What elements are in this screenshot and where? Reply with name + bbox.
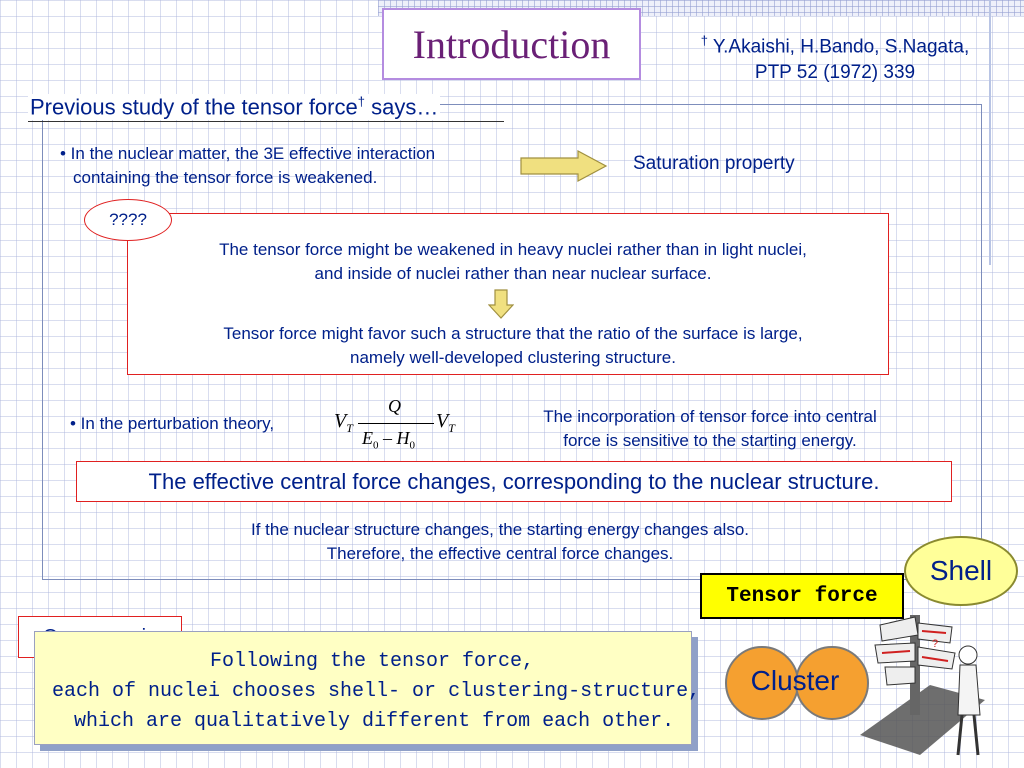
section-title-text: Previous study of the tensor force [30, 94, 358, 120]
tensor-force-label: Tensor force [726, 584, 878, 608]
reference-authors: Y.Akaishi, H.Bando, S.Nagata, [707, 36, 970, 58]
reference-line-2: PTP 52 (1972) 339 [754, 62, 916, 84]
perturbation-formula [330, 396, 465, 454]
svg-text:?: ? [932, 638, 939, 650]
formula-right-v: $V_T$ [436, 410, 455, 435]
incorporation-line-2: force is sensitive to the starting energy. [563, 431, 857, 450]
reference-mark: † [700, 33, 708, 48]
weakened-line-1: The tensor force might be weakened in heavy nuclei rather than in light nuclei, [219, 240, 807, 259]
weakened-line-2: and inside of nuclei rather than near nuclear surface. [314, 264, 712, 283]
section-title [28, 94, 440, 120]
down-arrow-icon [488, 289, 514, 319]
shell-oval [904, 536, 1018, 606]
bullet-nuclear-matter [60, 142, 520, 190]
question-marks: ???? [109, 210, 147, 229]
bullet-nuclear-matter-line-1: • In the nuclear matter, the 3E effective interaction [60, 144, 436, 163]
formula-numerator: Q [388, 396, 401, 416]
formula-denominator: $E_0 - H_0$ [362, 428, 415, 452]
scenario-line-1: Following the tensor force, [210, 650, 535, 673]
weakened-statement [127, 238, 899, 286]
question-oval [84, 199, 172, 241]
section-title-underline [28, 121, 504, 122]
nuclear-structure-line-1: If the nuclear structure changes, the starting energy changes also. [250, 520, 749, 539]
formula-fraction-bar [358, 423, 434, 424]
right-arrow-icon [520, 150, 608, 182]
effective-force-box [76, 461, 952, 502]
scenario-line-2: each of nuclei chooses shell- or clustering-structure, [52, 680, 701, 703]
nuclear-structure-line-2: Therefore, the effective central force changes. [326, 544, 674, 563]
favor-line-2: namely well-developed clustering structure. [350, 348, 676, 367]
reference-line-1 [660, 28, 1010, 60]
cluster-label: Cluster [750, 665, 840, 696]
reference [660, 28, 1010, 86]
slide-title [382, 8, 641, 80]
section-title-end: says… [364, 94, 439, 120]
saturation-property: Saturation property [633, 153, 795, 174]
bullet-perturbation: • In the perturbation theory, [70, 414, 275, 433]
incorporation-line-1: The incorporation of tensor force into central [543, 407, 877, 426]
shell-label: Shell [929, 555, 993, 586]
incorporation-statement [500, 405, 920, 453]
favor-statement [127, 322, 899, 370]
favor-line-1: Tensor force might favor such a structure that the ratio of the surface is large, [223, 324, 803, 343]
nuclear-structure-statement [190, 518, 810, 566]
bullet-nuclear-matter-line-2: containing the tensor force is weakened. [73, 168, 378, 187]
slide-title-text: Introduction [412, 21, 611, 67]
formula-left-v: $V_T$ [334, 410, 353, 435]
effective-force-text: The effective central force changes, corresponding to the nuclear structure. [148, 468, 880, 494]
scenario-line-3: which are qualitatively different from each other. [74, 710, 675, 733]
section-title-mark: † [357, 94, 365, 109]
